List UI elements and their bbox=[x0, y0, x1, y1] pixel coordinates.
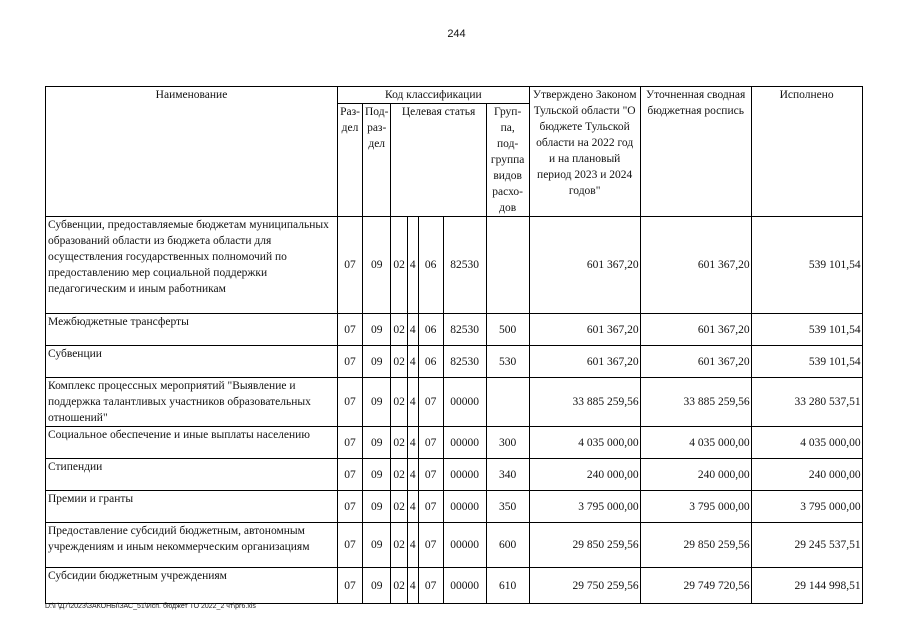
page-number: 244 bbox=[447, 28, 466, 40]
row-group: 610 bbox=[486, 568, 529, 604]
row-executed: 29 245 537,51 bbox=[751, 523, 862, 568]
row-target-direction: 82530 bbox=[443, 346, 486, 378]
row-target-type: 4 bbox=[407, 378, 418, 427]
table-row bbox=[46, 217, 863, 314]
row-approved: 601 367,20 bbox=[529, 346, 640, 378]
row-razdel: 07 bbox=[338, 491, 363, 523]
row-executed: 539 101,54 bbox=[751, 217, 862, 314]
row-target-type: 4 bbox=[407, 217, 418, 314]
header-refined: Уточненная сводная бюджетная роспись bbox=[640, 87, 751, 217]
table-row bbox=[46, 346, 863, 378]
row-razdel: 07 bbox=[338, 346, 363, 378]
row-refined: 29 850 259,56 bbox=[640, 523, 751, 568]
row-target-direction: 82530 bbox=[443, 217, 486, 314]
row-name: Премии и гранты bbox=[46, 491, 338, 523]
row-target-subprogram: 07 bbox=[418, 459, 443, 491]
header-group: Груп-па, под-группа видов расхо-дов bbox=[486, 104, 529, 217]
row-name: Предоставление субсидий бюджетным, автономным учреждениям и иным некоммерческим организациям bbox=[46, 523, 338, 568]
row-target-type: 4 bbox=[407, 427, 418, 459]
row-executed: 3 795 000,00 bbox=[751, 491, 862, 523]
row-podrazdel: 09 bbox=[363, 459, 391, 491]
table-row bbox=[46, 314, 863, 346]
row-target-subprogram: 06 bbox=[418, 314, 443, 346]
row-target-program: 02 bbox=[391, 314, 408, 346]
row-approved: 601 367,20 bbox=[529, 217, 640, 314]
row-podrazdel: 09 bbox=[363, 378, 391, 427]
row-target-direction: 00000 bbox=[443, 491, 486, 523]
row-target-program: 02 bbox=[391, 491, 408, 523]
row-target-type: 4 bbox=[407, 314, 418, 346]
row-group: 600 bbox=[486, 523, 529, 568]
row-name: Социальное обеспечение и иные выплаты населению bbox=[46, 427, 338, 459]
row-target-direction: 00000 bbox=[443, 568, 486, 604]
row-target-type: 4 bbox=[407, 346, 418, 378]
row-approved: 240 000,00 bbox=[529, 459, 640, 491]
row-razdel: 07 bbox=[338, 378, 363, 427]
row-target-direction: 00000 bbox=[443, 427, 486, 459]
row-target-program: 02 bbox=[391, 346, 408, 378]
row-refined: 29 749 720,56 bbox=[640, 568, 751, 604]
row-target-direction: 82530 bbox=[443, 314, 486, 346]
row-executed: 29 144 998,51 bbox=[751, 568, 862, 604]
row-target-subprogram: 07 bbox=[418, 568, 443, 604]
table-row bbox=[46, 568, 863, 604]
row-approved: 601 367,20 bbox=[529, 314, 640, 346]
row-razdel: 07 bbox=[338, 568, 363, 604]
row-podrazdel: 09 bbox=[363, 523, 391, 568]
row-razdel: 07 bbox=[338, 459, 363, 491]
row-podrazdel: 09 bbox=[363, 217, 391, 314]
row-target-subprogram: 07 bbox=[418, 378, 443, 427]
row-approved: 29 750 259,56 bbox=[529, 568, 640, 604]
table-row bbox=[46, 378, 863, 427]
row-target-program: 02 bbox=[391, 459, 408, 491]
row-refined: 601 367,20 bbox=[640, 314, 751, 346]
budget-table bbox=[45, 86, 863, 604]
row-target-direction: 00000 bbox=[443, 523, 486, 568]
row-approved: 29 850 259,56 bbox=[529, 523, 640, 568]
row-name: Комплекс процессных мероприятий "Выявление и поддержка талантливых участников образовательных отношений" bbox=[46, 378, 338, 427]
row-name: Субвенции, предоставляемые бюджетам муниципальных образований области из бюджета области для осуществления государственных полномочий по предоставлению мер социальной поддержки педагогическим и иным работникам bbox=[46, 217, 338, 314]
header-executed: Исполнено bbox=[751, 87, 862, 217]
row-approved: 33 885 259,56 bbox=[529, 378, 640, 427]
row-target-program: 02 bbox=[391, 217, 408, 314]
row-name: Субсидии бюджетным учреждениям bbox=[46, 568, 338, 604]
row-group bbox=[486, 378, 529, 427]
row-executed: 4 035 000,00 bbox=[751, 427, 862, 459]
row-target-type: 4 bbox=[407, 491, 418, 523]
row-razdel: 07 bbox=[338, 523, 363, 568]
table-row bbox=[46, 427, 863, 459]
row-target-subprogram: 07 bbox=[418, 491, 443, 523]
row-podrazdel: 09 bbox=[363, 427, 391, 459]
row-podrazdel: 09 bbox=[363, 346, 391, 378]
row-target-type: 4 bbox=[407, 523, 418, 568]
row-group: 500 bbox=[486, 314, 529, 346]
header-target: Целевая статья bbox=[391, 104, 486, 217]
row-refined: 33 885 259,56 bbox=[640, 378, 751, 427]
header-name: Наименование bbox=[46, 87, 338, 217]
row-refined: 601 367,20 bbox=[640, 217, 751, 314]
row-target-direction: 00000 bbox=[443, 378, 486, 427]
row-name: Субвенции bbox=[46, 346, 338, 378]
footer-file-path: D:\Г\Д7\2023\ЗАКОНЫ\ЗАС_51\Исп. бюджет ТО 2022_2 чт\рг6.xls bbox=[45, 603, 256, 610]
row-target-subprogram: 07 bbox=[418, 523, 443, 568]
row-executed: 33 280 537,51 bbox=[751, 378, 862, 427]
row-razdel: 07 bbox=[338, 427, 363, 459]
header-podrazdel: Под-раз-дел bbox=[363, 104, 391, 217]
row-target-subprogram: 06 bbox=[418, 217, 443, 314]
row-razdel: 07 bbox=[338, 217, 363, 314]
row-target-program: 02 bbox=[391, 427, 408, 459]
row-target-program: 02 bbox=[391, 568, 408, 604]
row-group: 350 bbox=[486, 491, 529, 523]
row-refined: 4 035 000,00 bbox=[640, 427, 751, 459]
row-target-direction: 00000 bbox=[443, 459, 486, 491]
row-podrazdel: 09 bbox=[363, 314, 391, 346]
header-razdel: Раз-дел bbox=[338, 104, 363, 217]
row-razdel: 07 bbox=[338, 314, 363, 346]
row-podrazdel: 09 bbox=[363, 568, 391, 604]
header-code: Код классификации bbox=[338, 87, 530, 104]
row-refined: 240 000,00 bbox=[640, 459, 751, 491]
table-row bbox=[46, 523, 863, 568]
row-refined: 3 795 000,00 bbox=[640, 491, 751, 523]
row-name: Стипендии bbox=[46, 459, 338, 491]
row-group: 340 bbox=[486, 459, 529, 491]
row-approved: 4 035 000,00 bbox=[529, 427, 640, 459]
row-target-type: 4 bbox=[407, 568, 418, 604]
row-group bbox=[486, 217, 529, 314]
row-target-subprogram: 07 bbox=[418, 427, 443, 459]
row-name: Межбюджетные трансферты bbox=[46, 314, 338, 346]
row-target-program: 02 bbox=[391, 378, 408, 427]
row-executed: 539 101,54 bbox=[751, 314, 862, 346]
row-target-type: 4 bbox=[407, 459, 418, 491]
row-approved: 3 795 000,00 bbox=[529, 491, 640, 523]
row-podrazdel: 09 bbox=[363, 491, 391, 523]
row-executed: 539 101,54 bbox=[751, 346, 862, 378]
header-approved: Утверждено Законом Тульской области "О бюджете Тульской области на 2022 год и на плановый период 2023 и 2024 годов" bbox=[529, 87, 640, 217]
row-executed: 240 000,00 bbox=[751, 459, 862, 491]
table-row bbox=[46, 491, 863, 523]
row-target-program: 02 bbox=[391, 523, 408, 568]
row-target-subprogram: 06 bbox=[418, 346, 443, 378]
table-row bbox=[46, 459, 863, 491]
row-refined: 601 367,20 bbox=[640, 346, 751, 378]
row-group: 300 bbox=[486, 427, 529, 459]
row-group: 530 bbox=[486, 346, 529, 378]
